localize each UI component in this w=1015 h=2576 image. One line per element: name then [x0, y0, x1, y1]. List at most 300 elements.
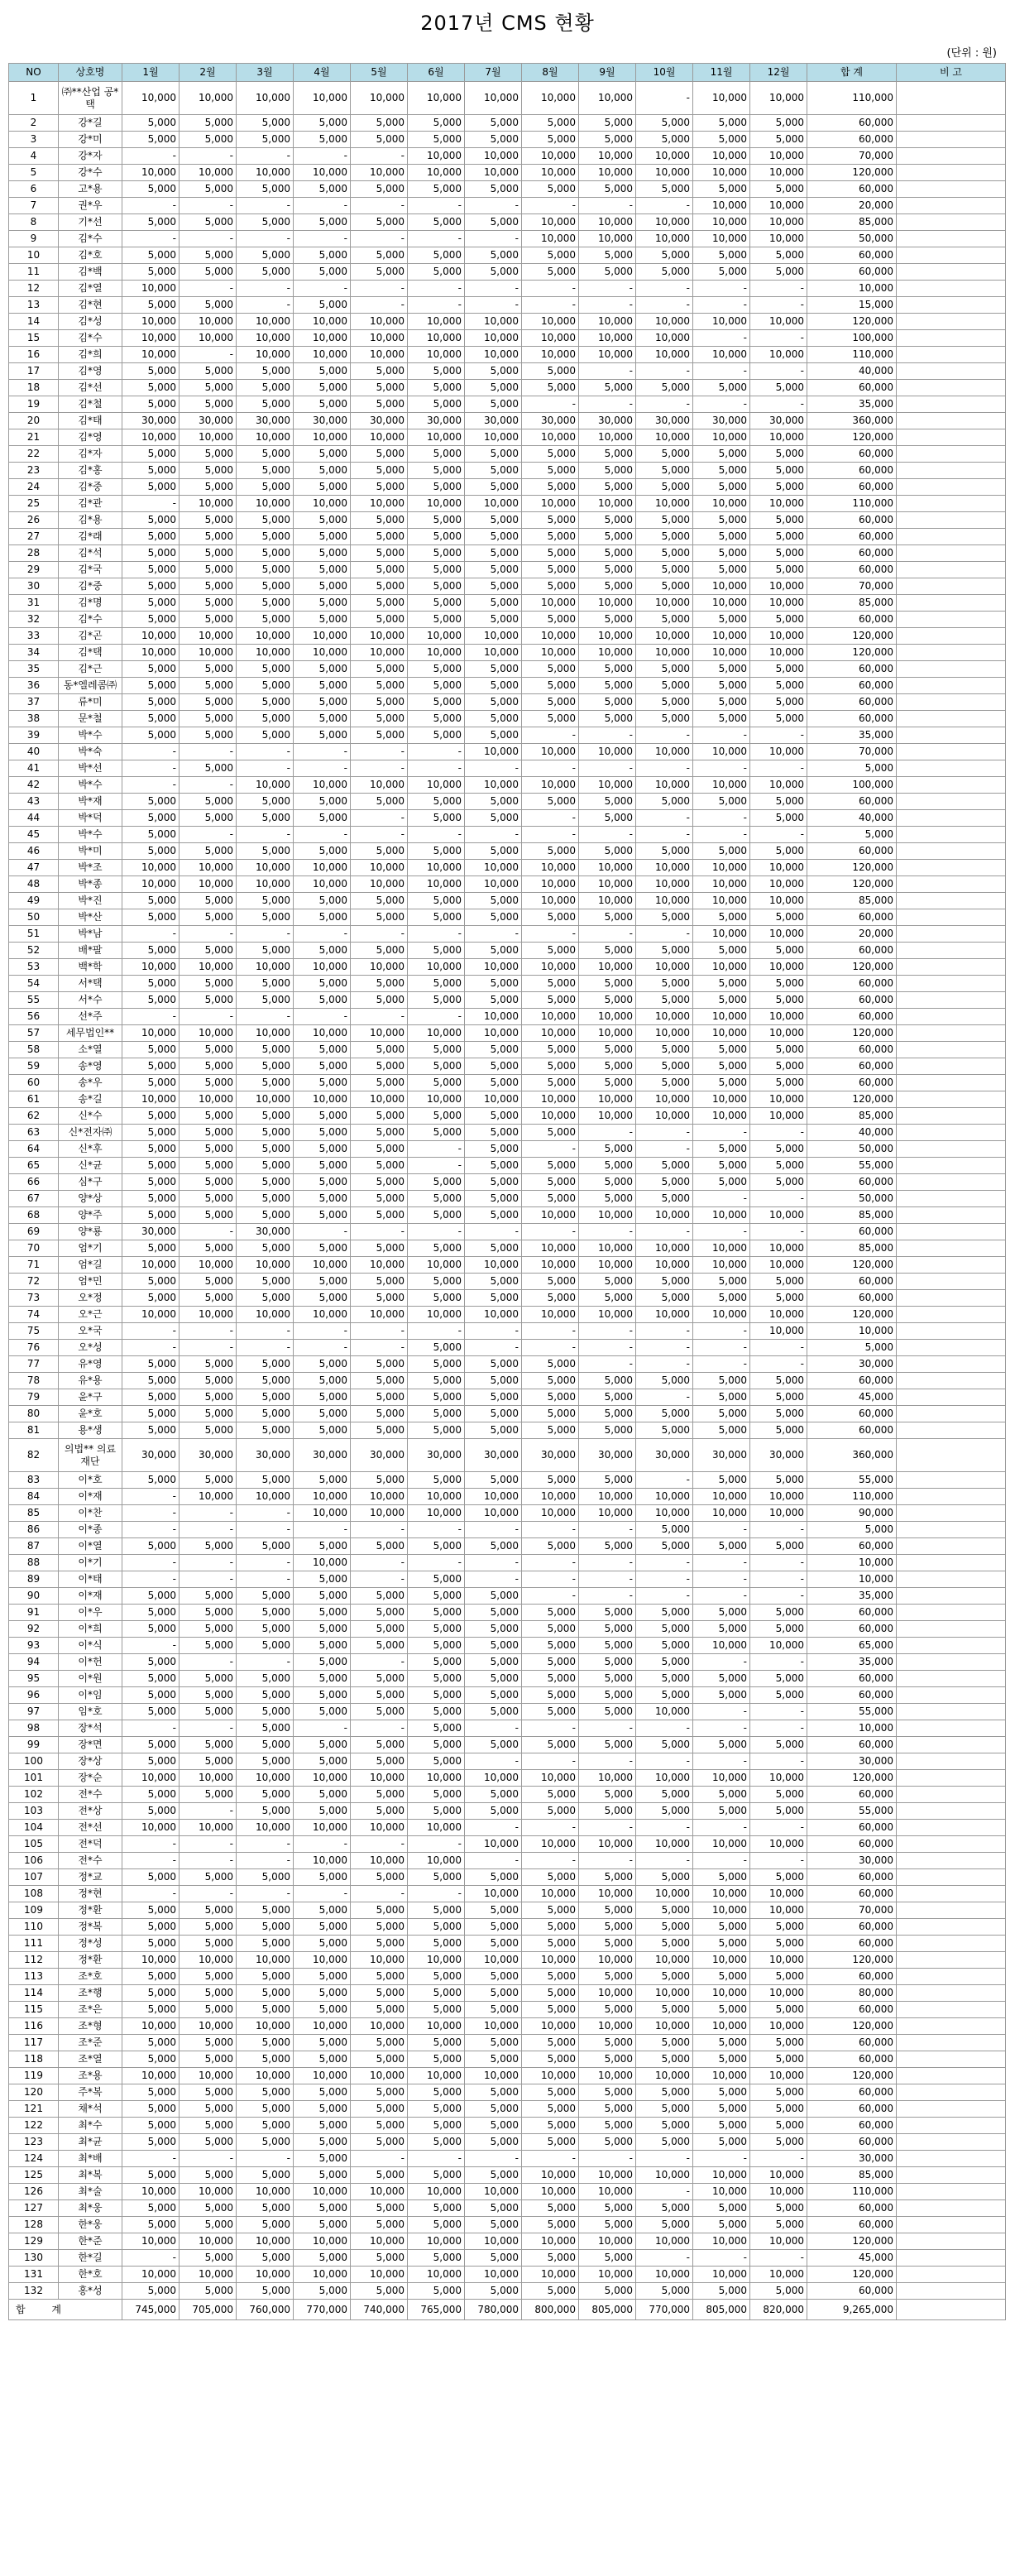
- month-amount: 5,000: [294, 1207, 351, 1224]
- row-number: 25: [9, 496, 59, 512]
- company-name: 박*산: [59, 909, 122, 926]
- remarks-cell: [897, 1307, 1006, 1323]
- month-amount: 5,000: [750, 1919, 807, 1936]
- month-amount: 5,000: [636, 1919, 693, 1936]
- month-amount: 10,000: [579, 2184, 636, 2200]
- month-amount: 5,000: [294, 132, 351, 148]
- month-amount: 10,000: [579, 1257, 636, 1274]
- month-amount: 10,000: [522, 2267, 579, 2283]
- month-amount: -: [351, 827, 408, 843]
- month-amount: 5,000: [408, 678, 465, 694]
- month-amount: 5,000: [237, 1174, 294, 1191]
- month-amount: 5,000: [750, 810, 807, 827]
- company-name: 문*철: [59, 711, 122, 727]
- month-amount: 5,000: [237, 810, 294, 827]
- month-amount: 5,000: [579, 909, 636, 926]
- month-amount: -: [408, 926, 465, 943]
- month-amount: 5,000: [122, 562, 180, 578]
- month-amount: 5,000: [122, 2283, 180, 2300]
- month-amount: 5,000: [122, 2101, 180, 2118]
- month-amount: 5,000: [579, 1191, 636, 1207]
- month-amount: 5,000: [294, 545, 351, 562]
- month-amount: 5,000: [750, 694, 807, 711]
- month-amount: -: [465, 1323, 522, 1340]
- row-number: 97: [9, 1704, 59, 1720]
- month-amount: -: [294, 198, 351, 214]
- month-amount: 5,000: [750, 115, 807, 132]
- month-amount: 5,000: [522, 2118, 579, 2134]
- month-amount: 5,000: [693, 529, 750, 545]
- month-amount: -: [237, 744, 294, 760]
- month-amount: 10,000: [750, 926, 807, 943]
- month-amount: 5,000: [122, 1191, 180, 1207]
- month-amount: 5,000: [180, 661, 237, 678]
- row-number: 90: [9, 1588, 59, 1605]
- month-amount: 10,000: [351, 496, 408, 512]
- row-total: 20,000: [807, 926, 897, 943]
- company-name: 강*자: [59, 148, 122, 165]
- month-amount: 5,000: [237, 1803, 294, 1820]
- month-amount: 5,000: [180, 1174, 237, 1191]
- month-amount: 10,000: [122, 959, 180, 976]
- month-amount: 5,000: [579, 1704, 636, 1720]
- month-amount: 5,000: [408, 2002, 465, 2018]
- table-row: [9, 992, 1006, 1009]
- month-amount: 10,000: [636, 1704, 693, 1720]
- remarks-cell: [897, 2167, 1006, 2184]
- table-row: [9, 1687, 1006, 1704]
- month-amount: 5,000: [636, 1042, 693, 1058]
- month-amount: 5,000: [294, 2283, 351, 2300]
- month-amount: 5,000: [522, 1671, 579, 1687]
- month-amount: 5,000: [351, 578, 408, 595]
- month-amount: 5,000: [693, 1969, 750, 1985]
- month-amount: 5,000: [351, 943, 408, 959]
- month-amount: -: [408, 198, 465, 214]
- month-amount: 5,000: [294, 794, 351, 810]
- remarks-cell: [897, 711, 1006, 727]
- month-amount: 5,000: [237, 2101, 294, 2118]
- month-amount: 5,000: [294, 893, 351, 909]
- month-amount: 5,000: [237, 727, 294, 744]
- month-amount: -: [579, 1356, 636, 1373]
- month-amount: 5,000: [408, 214, 465, 231]
- month-amount: 10,000: [693, 1091, 750, 1108]
- month-amount: 10,000: [408, 628, 465, 645]
- month-amount: 10,000: [122, 347, 180, 363]
- month-amount: 5,000: [122, 1654, 180, 1671]
- month-amount: -: [750, 1753, 807, 1770]
- month-amount: -: [122, 2250, 180, 2267]
- month-amount: 5,000: [750, 2101, 807, 2118]
- month-amount: 10,000: [750, 1770, 807, 1787]
- month-amount: 30,000: [465, 413, 522, 429]
- table-row: [9, 876, 1006, 893]
- month-amount: 5,000: [465, 1654, 522, 1671]
- remarks-cell: [897, 446, 1006, 463]
- row-total: 60,000: [807, 512, 897, 529]
- remarks-cell: [897, 1025, 1006, 1042]
- row-total: 60,000: [807, 1869, 897, 1886]
- month-amount: 10,000: [750, 198, 807, 214]
- month-amount: 5,000: [693, 1605, 750, 1621]
- month-amount: 5,000: [351, 264, 408, 281]
- month-amount: -: [636, 1571, 693, 1588]
- month-amount: 5,000: [693, 1075, 750, 1091]
- month-amount: -: [522, 1753, 579, 1770]
- row-total: 60,000: [807, 115, 897, 132]
- month-amount: 10,000: [636, 1009, 693, 1025]
- month-amount: 5,000: [237, 1869, 294, 1886]
- row-number: 128: [9, 2217, 59, 2233]
- month-amount: 10,000: [465, 1025, 522, 1042]
- table-row: [9, 1737, 1006, 1753]
- month-amount: 10,000: [351, 1770, 408, 1787]
- month-amount: 10,000: [351, 777, 408, 794]
- month-amount: 5,000: [579, 711, 636, 727]
- row-total: 60,000: [807, 976, 897, 992]
- month-amount: 10,000: [351, 959, 408, 976]
- month-amount: 5,000: [693, 2051, 750, 2068]
- month-amount: 5,000: [351, 115, 408, 132]
- month-amount: 5,000: [750, 1373, 807, 1389]
- remarks-cell: [897, 1753, 1006, 1770]
- month-amount: 5,000: [465, 1936, 522, 1952]
- month-amount: -: [351, 1654, 408, 1671]
- month-amount: 5,000: [408, 1472, 465, 1489]
- month-amount: 5,000: [750, 247, 807, 264]
- month-amount: 5,000: [294, 2002, 351, 2018]
- month-amount: 5,000: [465, 1605, 522, 1621]
- row-number: 82: [9, 1439, 59, 1472]
- remarks-cell: [897, 843, 1006, 860]
- month-amount: -: [579, 2151, 636, 2167]
- row-number: 60: [9, 1075, 59, 1091]
- remarks-cell: [897, 1936, 1006, 1952]
- month-amount: 10,000: [408, 2068, 465, 2084]
- table-row: [9, 529, 1006, 545]
- month-amount: 5,000: [351, 1538, 408, 1555]
- month-amount: 5,000: [294, 1621, 351, 1638]
- remarks-cell: [897, 1919, 1006, 1936]
- row-number: 66: [9, 1174, 59, 1191]
- month-amount: 5,000: [465, 1422, 522, 1439]
- table-row: [9, 760, 1006, 777]
- row-total: 60,000: [807, 1075, 897, 1091]
- month-amount: 5,000: [237, 595, 294, 612]
- month-amount: 5,000: [465, 578, 522, 595]
- month-amount: 5,000: [579, 1042, 636, 1058]
- remarks-cell: [897, 827, 1006, 843]
- month-amount: 5,000: [180, 1125, 237, 1141]
- month-amount: 5,000: [693, 115, 750, 132]
- row-total: 60,000: [807, 1422, 897, 1439]
- month-amount: -: [693, 363, 750, 380]
- month-amount: -: [122, 760, 180, 777]
- month-amount: 10,000: [180, 876, 237, 893]
- month-amount: 5,000: [351, 727, 408, 744]
- month-amount: 10,000: [237, 777, 294, 794]
- month-amount: 5,000: [408, 380, 465, 396]
- row-number: 16: [9, 347, 59, 363]
- company-name: 김*태: [59, 413, 122, 429]
- month-amount: 10,000: [122, 1952, 180, 1969]
- remarks-cell: [897, 1886, 1006, 1902]
- month-amount: 5,000: [636, 512, 693, 529]
- month-amount: 5,000: [579, 463, 636, 479]
- month-amount: 5,000: [636, 1737, 693, 1753]
- row-total: 90,000: [807, 1505, 897, 1522]
- month-amount: 5,000: [122, 1671, 180, 1687]
- month-amount: 5,000: [693, 1538, 750, 1555]
- month-amount: 5,000: [351, 1207, 408, 1224]
- month-amount: 5,000: [522, 512, 579, 529]
- company-name: 고*용: [59, 181, 122, 198]
- table-row: [9, 1307, 1006, 1323]
- month-amount: -: [522, 396, 579, 413]
- month-amount: 5,000: [180, 612, 237, 628]
- month-amount: 10,000: [636, 744, 693, 760]
- month-amount: -: [351, 1555, 408, 1571]
- month-amount: 10,000: [636, 628, 693, 645]
- month-amount: 5,000: [408, 661, 465, 678]
- row-total: 40,000: [807, 1125, 897, 1141]
- table-row: [9, 1671, 1006, 1687]
- month-amount: 5,000: [294, 264, 351, 281]
- month-amount: 5,000: [294, 1671, 351, 1687]
- column-header: 비 고: [897, 64, 1006, 82]
- row-number: 1: [9, 82, 59, 115]
- month-amount: 5,000: [693, 2084, 750, 2101]
- month-amount: 10,000: [522, 860, 579, 876]
- month-amount: -: [237, 1886, 294, 1902]
- month-amount: 5,000: [122, 2200, 180, 2217]
- row-number: 11: [9, 264, 59, 281]
- month-amount: 5,000: [636, 909, 693, 926]
- month-amount: 10,000: [294, 165, 351, 181]
- month-amount: 5,000: [122, 396, 180, 413]
- month-amount: 5,000: [351, 1803, 408, 1820]
- month-amount: -: [351, 926, 408, 943]
- month-amount: 5,000: [579, 479, 636, 496]
- month-amount: 10,000: [693, 578, 750, 595]
- month-amount: 5,000: [237, 1969, 294, 1985]
- month-amount: 10,000: [750, 893, 807, 909]
- month-amount: -: [465, 1340, 522, 1356]
- month-amount: -: [750, 2151, 807, 2167]
- month-amount: 10,000: [351, 347, 408, 363]
- month-amount: 10,000: [750, 628, 807, 645]
- month-amount: 5,000: [351, 1158, 408, 1174]
- remarks-cell: [897, 992, 1006, 1009]
- month-amount: 5,000: [522, 2134, 579, 2151]
- month-amount: 10,000: [750, 2233, 807, 2250]
- month-amount: 5,000: [180, 1538, 237, 1555]
- company-name: 최*수: [59, 2118, 122, 2134]
- month-amount: 5,000: [237, 1936, 294, 1952]
- month-amount: -: [636, 1472, 693, 1489]
- month-amount: 5,000: [408, 115, 465, 132]
- month-amount: 5,000: [465, 1075, 522, 1091]
- month-amount: 10,000: [636, 893, 693, 909]
- month-amount: -: [522, 1522, 579, 1538]
- row-number: 102: [9, 1787, 59, 1803]
- row-total: 60,000: [807, 1009, 897, 1025]
- month-amount: 5,000: [180, 2167, 237, 2184]
- month-amount: 5,000: [237, 396, 294, 413]
- month-amount: 5,000: [522, 1389, 579, 1406]
- total-amount: 805,000: [579, 2300, 636, 2320]
- month-amount: 5,000: [465, 1290, 522, 1307]
- month-amount: 5,000: [693, 479, 750, 496]
- row-number: 94: [9, 1654, 59, 1671]
- month-amount: 5,000: [294, 1737, 351, 1753]
- month-amount: 5,000: [408, 1919, 465, 1936]
- month-amount: 10,000: [408, 645, 465, 661]
- month-amount: 5,000: [237, 545, 294, 562]
- month-amount: -: [579, 1340, 636, 1356]
- month-amount: 5,000: [122, 1274, 180, 1290]
- row-total: 60,000: [807, 132, 897, 148]
- row-total: 60,000: [807, 1058, 897, 1075]
- row-number: 130: [9, 2250, 59, 2267]
- remarks-cell: [897, 2217, 1006, 2233]
- remarks-cell: [897, 330, 1006, 347]
- row-total: 120,000: [807, 2233, 897, 2250]
- month-amount: 5,000: [294, 727, 351, 744]
- month-amount: 5,000: [636, 1538, 693, 1555]
- table-row: [9, 363, 1006, 380]
- total-amount: 745,000: [122, 2300, 180, 2320]
- month-amount: -: [693, 297, 750, 314]
- month-amount: -: [579, 1820, 636, 1836]
- month-amount: 10,000: [180, 330, 237, 347]
- month-amount: 10,000: [579, 1025, 636, 1042]
- total-amount: 760,000: [237, 2300, 294, 2320]
- month-amount: 5,000: [122, 1108, 180, 1125]
- month-amount: -: [180, 1340, 237, 1356]
- month-amount: 5,000: [750, 463, 807, 479]
- month-amount: -: [750, 1704, 807, 1720]
- month-amount: 5,000: [180, 1240, 237, 1257]
- row-number: 99: [9, 1737, 59, 1753]
- month-amount: 5,000: [636, 2084, 693, 2101]
- month-amount: 5,000: [693, 1621, 750, 1638]
- month-amount: 5,000: [122, 1141, 180, 1158]
- table-row: [9, 330, 1006, 347]
- month-amount: 10,000: [579, 2068, 636, 2084]
- month-amount: -: [693, 396, 750, 413]
- month-amount: -: [237, 281, 294, 297]
- month-amount: 10,000: [465, 347, 522, 363]
- month-amount: 5,000: [522, 1538, 579, 1555]
- remarks-cell: [897, 794, 1006, 810]
- column-header: 9월: [579, 64, 636, 82]
- month-amount: 10,000: [579, 1985, 636, 2002]
- month-amount: 10,000: [522, 2167, 579, 2184]
- month-amount: 5,000: [579, 1671, 636, 1687]
- month-amount: -: [750, 281, 807, 297]
- remarks-cell: [897, 2035, 1006, 2051]
- month-amount: 5,000: [294, 1042, 351, 1058]
- month-amount: 10,000: [237, 1025, 294, 1042]
- month-amount: -: [180, 1323, 237, 1340]
- column-header: 4월: [294, 64, 351, 82]
- month-amount: 5,000: [180, 1671, 237, 1687]
- month-amount: 5,000: [693, 1373, 750, 1389]
- month-amount: 10,000: [579, 777, 636, 794]
- month-amount: 10,000: [522, 82, 579, 115]
- month-amount: 5,000: [351, 843, 408, 860]
- month-amount: 5,000: [180, 214, 237, 231]
- month-amount: 5,000: [636, 132, 693, 148]
- month-amount: -: [180, 1886, 237, 1902]
- company-name: 김*영: [59, 429, 122, 446]
- month-amount: -: [693, 1356, 750, 1373]
- month-amount: 5,000: [180, 545, 237, 562]
- month-amount: 10,000: [579, 595, 636, 612]
- month-amount: 5,000: [122, 2118, 180, 2134]
- company-name: 정*복: [59, 1919, 122, 1936]
- month-amount: 5,000: [351, 1042, 408, 1058]
- month-amount: 5,000: [693, 562, 750, 578]
- row-total: 70,000: [807, 1902, 897, 1919]
- remarks-cell: [897, 512, 1006, 529]
- table-row: [9, 1820, 1006, 1836]
- total-amount: 805,000: [693, 2300, 750, 2320]
- month-amount: 10,000: [693, 165, 750, 181]
- remarks-cell: [897, 909, 1006, 926]
- table-row: [9, 860, 1006, 876]
- month-amount: 10,000: [237, 860, 294, 876]
- row-number: 2: [9, 115, 59, 132]
- month-amount: 5,000: [180, 132, 237, 148]
- month-amount: 10,000: [750, 1638, 807, 1654]
- month-amount: -: [408, 1836, 465, 1853]
- month-amount: 10,000: [294, 1025, 351, 1042]
- month-amount: 10,000: [465, 1836, 522, 1853]
- month-amount: 5,000: [294, 1058, 351, 1075]
- remarks-cell: [897, 1472, 1006, 1489]
- month-amount: 5,000: [294, 479, 351, 496]
- month-amount: 10,000: [122, 281, 180, 297]
- month-amount: 5,000: [122, 1687, 180, 1704]
- month-amount: -: [522, 810, 579, 827]
- month-amount: 5,000: [636, 1671, 693, 1687]
- company-name: 신*후: [59, 1141, 122, 1158]
- month-amount: 5,000: [465, 1919, 522, 1936]
- company-name: 김*근: [59, 661, 122, 678]
- remarks-cell: [897, 545, 1006, 562]
- month-amount: 10,000: [237, 2233, 294, 2250]
- month-amount: 5,000: [465, 976, 522, 992]
- row-number: 3: [9, 132, 59, 148]
- month-amount: 10,000: [522, 347, 579, 363]
- table-row: [9, 1174, 1006, 1191]
- month-amount: 5,000: [122, 1936, 180, 1952]
- month-amount: 5,000: [237, 711, 294, 727]
- month-amount: 5,000: [122, 363, 180, 380]
- company-name: 오*정: [59, 1290, 122, 1307]
- row-number: 70: [9, 1240, 59, 1257]
- month-amount: 5,000: [636, 115, 693, 132]
- month-amount: -: [636, 1224, 693, 1240]
- month-amount: 5,000: [579, 1737, 636, 1753]
- company-name: 양*룡: [59, 1224, 122, 1240]
- company-name: 정*환: [59, 1902, 122, 1919]
- table-row: [9, 429, 1006, 446]
- company-name: 강*미: [59, 132, 122, 148]
